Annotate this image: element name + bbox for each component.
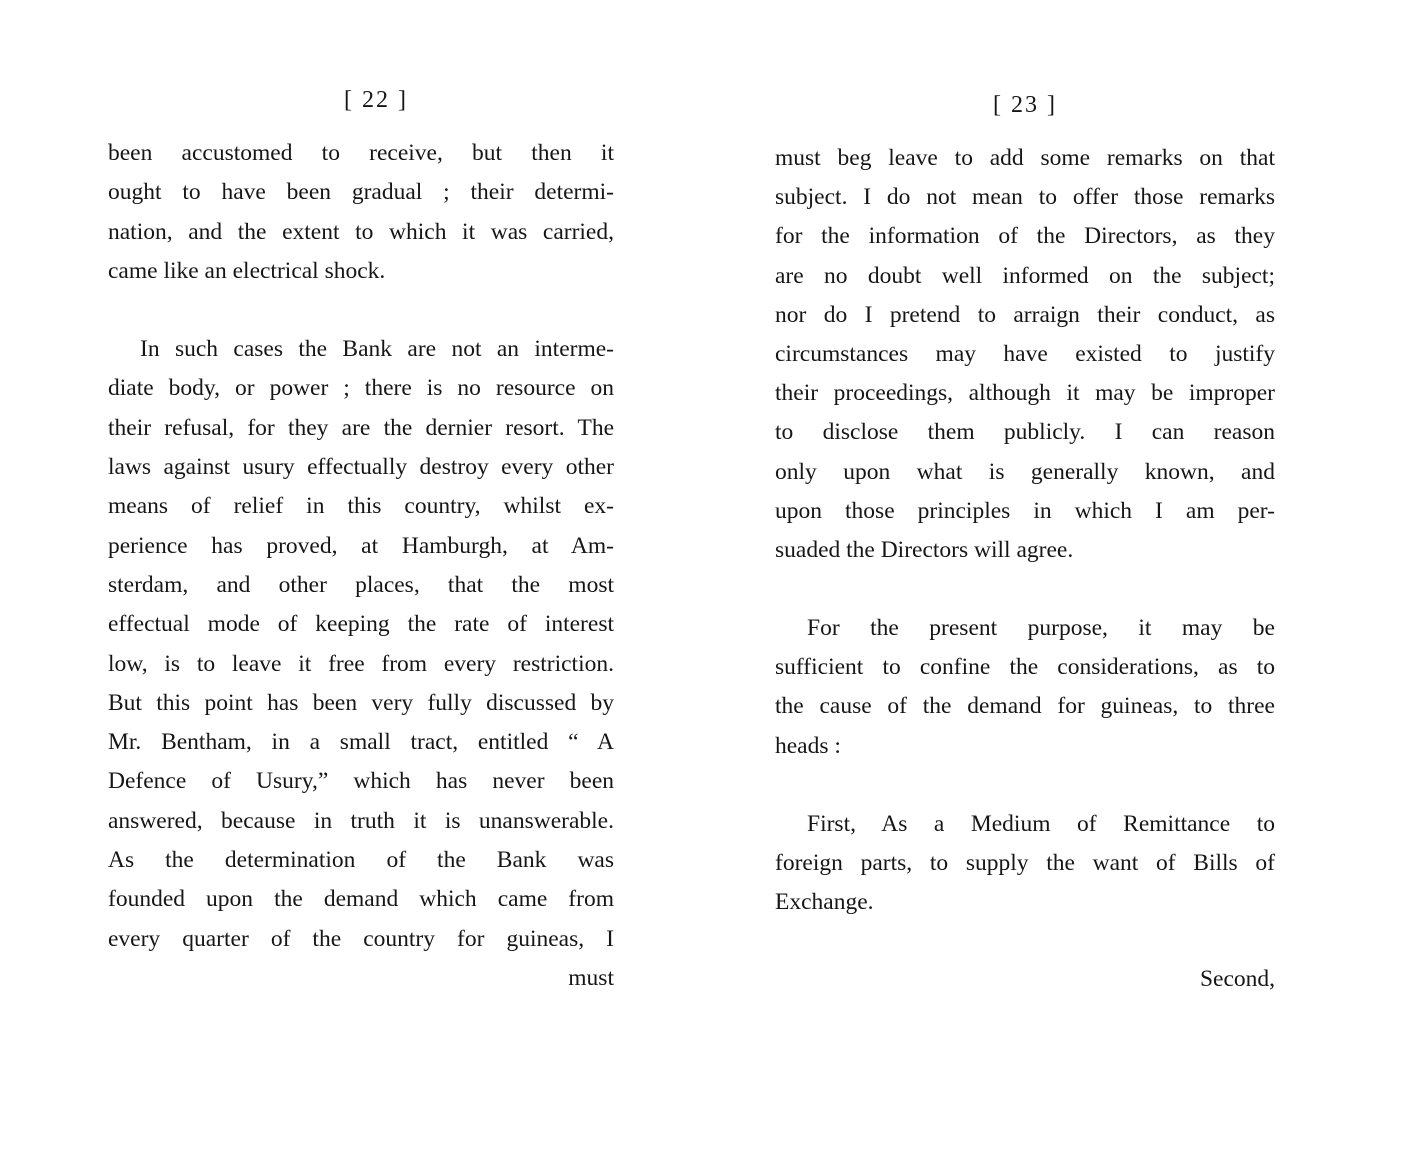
catchword-block — [775, 960, 1275, 999]
text-line: Defence of Usury,” which has never been — [108, 768, 614, 795]
text-line: means of relief in this country, whilst ex- — [108, 493, 614, 520]
text-line: suaded the Directors will agree. — [775, 536, 1074, 563]
paragraph — [775, 609, 1275, 766]
paragraph — [108, 134, 614, 291]
text-line: subject. I do not mean to offer those remarks — [775, 184, 1275, 211]
text-line: sufficient to confine the considerations, as to — [775, 654, 1275, 681]
text-line: the cause of the demand for guineas, to three — [775, 693, 1275, 720]
text-line: are no doubt well informed on the subject; — [775, 262, 1275, 289]
page-number: [ 23 ] — [993, 92, 1057, 118]
text-line: But this point has been very fully discussed by — [108, 689, 614, 716]
text-line: must beg leave to add some remarks on that — [775, 145, 1275, 171]
paragraph — [775, 139, 1275, 570]
paragraph — [775, 805, 1275, 923]
right-page — [775, 85, 1275, 1000]
text-line: effectual mode of keeping the rate of interest — [108, 611, 614, 638]
text-line: As the determination of the Bank was — [108, 847, 614, 874]
text-line: ought to have been gradual ; their determi- — [108, 179, 614, 206]
text-line: First, As a Medium of Remittance to — [807, 810, 1275, 837]
text-line: been accustomed to receive, but then it — [108, 140, 614, 166]
text-line: their proceedings, although it may be improper — [775, 380, 1275, 407]
text-line: upon those principles in which I am per- — [775, 497, 1275, 524]
paragraph — [108, 330, 614, 998]
text-line: perience has proved, at Hamburgh, at Am- — [108, 532, 614, 559]
text-line: answered, because in truth it is unanswerable. — [108, 807, 614, 834]
text-line: to disclose them publicly. I can reason — [775, 419, 1275, 446]
text-line: Exchange. — [775, 889, 874, 916]
page-number: [ 22 ] — [344, 87, 408, 113]
left-page — [108, 80, 614, 998]
text-line: for the information of the Directors, as they — [775, 223, 1275, 250]
text-line: low, is to leave it free from every restriction. — [108, 650, 614, 677]
catchword: Second, — [1199, 966, 1275, 993]
text-line: Mr. Bentham, in a small tract, entitled “ A — [108, 729, 614, 756]
text-line: nation, and the extent to which it was carried, — [108, 218, 614, 245]
text-line: every quarter of the country for guineas, I — [108, 925, 614, 952]
text-line: For the present purpose, it may be — [807, 615, 1275, 642]
text-line: came like an electrical shock. — [108, 257, 386, 284]
text-line: In such cases the Bank are not an interme- — [140, 336, 614, 363]
text-line: only upon what is generally known, and — [775, 458, 1275, 485]
text-line: laws against usury effectually destroy every other — [108, 454, 614, 481]
text-line: foreign parts, to supply the want of Bills of — [775, 850, 1275, 876]
text-line: nor do I pretend to arraign their conduct, as — [775, 301, 1275, 328]
text-line: founded upon the demand which came from — [108, 886, 614, 913]
text-line: circumstances may have existed to justify — [775, 340, 1275, 367]
text-line: sterdam, and other places, that the most — [108, 571, 614, 598]
text-line: diate body, or power ; there is no resource on — [108, 375, 614, 402]
catchword: must — [568, 964, 614, 991]
text-line: heads : — [775, 732, 841, 759]
text-line: their refusal, for they are the dernier resort. The — [108, 414, 614, 441]
